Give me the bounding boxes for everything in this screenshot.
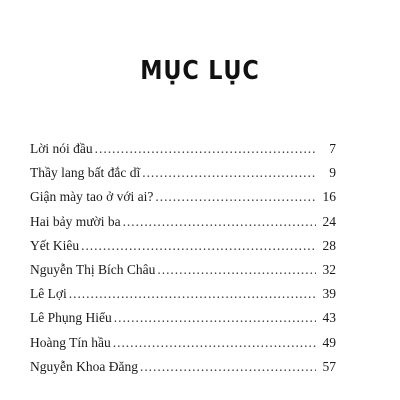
- toc-entry-title: Yết Kiêu: [30, 237, 80, 253]
- toc-entry-title: Hoàng Tín hầu: [30, 334, 111, 350]
- toc-entry: [30, 141, 336, 165]
- toc-entry-page: 7: [329, 141, 336, 156]
- toc-entry-title: Nguyễn Khoa Đăng: [30, 358, 138, 374]
- dot-leader: [142, 165, 316, 181]
- toc-entry-title: Lời nói đầu: [30, 141, 93, 156]
- toc-entry: [30, 214, 336, 238]
- toc-entry: [30, 310, 336, 334]
- toc-entry-title: Lê Lợi: [30, 286, 67, 302]
- dot-leader: [81, 238, 316, 254]
- dot-leader: [113, 335, 316, 351]
- toc-entry-title: Hai bảy mười ba: [30, 213, 121, 229]
- toc-entry-page: 32: [322, 261, 336, 277]
- toc-entry: [30, 238, 336, 262]
- dot-leader: [95, 141, 316, 157]
- toc-entry: [30, 335, 336, 359]
- toc-entry-page: 39: [322, 286, 336, 302]
- toc-entry: [30, 262, 336, 286]
- table-of-contents: [30, 141, 336, 383]
- dot-leader: [114, 310, 316, 326]
- toc-entry-title: Lê Phụng Hiểu: [30, 310, 112, 326]
- toc-entry-page: 28: [322, 237, 336, 253]
- toc-entry: [30, 359, 336, 383]
- toc-entry-page: 43: [322, 310, 336, 326]
- dot-leader: [140, 359, 316, 375]
- toc-entry-page: 57: [322, 358, 336, 374]
- toc-entry-page: 9: [329, 165, 336, 181]
- toc-entry: [30, 286, 336, 310]
- dot-leader: [157, 262, 316, 278]
- toc-entry-page: 16: [322, 189, 336, 205]
- toc-entry-page: 49: [322, 334, 336, 350]
- toc-entry: [30, 165, 336, 189]
- dot-leader: [69, 286, 316, 302]
- toc-entry: [30, 189, 336, 213]
- toc-entry-page: 24: [322, 213, 336, 229]
- toc-entry-title: Giận mày tao ở với ai?: [30, 189, 154, 205]
- page-title: MỤC LỤC: [140, 56, 260, 86]
- toc-entry-title: Nguyễn Thị Bích Châu: [30, 261, 156, 277]
- toc-entry-title: Thầy lang bất đắc dĩ: [30, 165, 141, 181]
- dot-leader: [123, 214, 316, 230]
- dot-leader: [155, 189, 316, 205]
